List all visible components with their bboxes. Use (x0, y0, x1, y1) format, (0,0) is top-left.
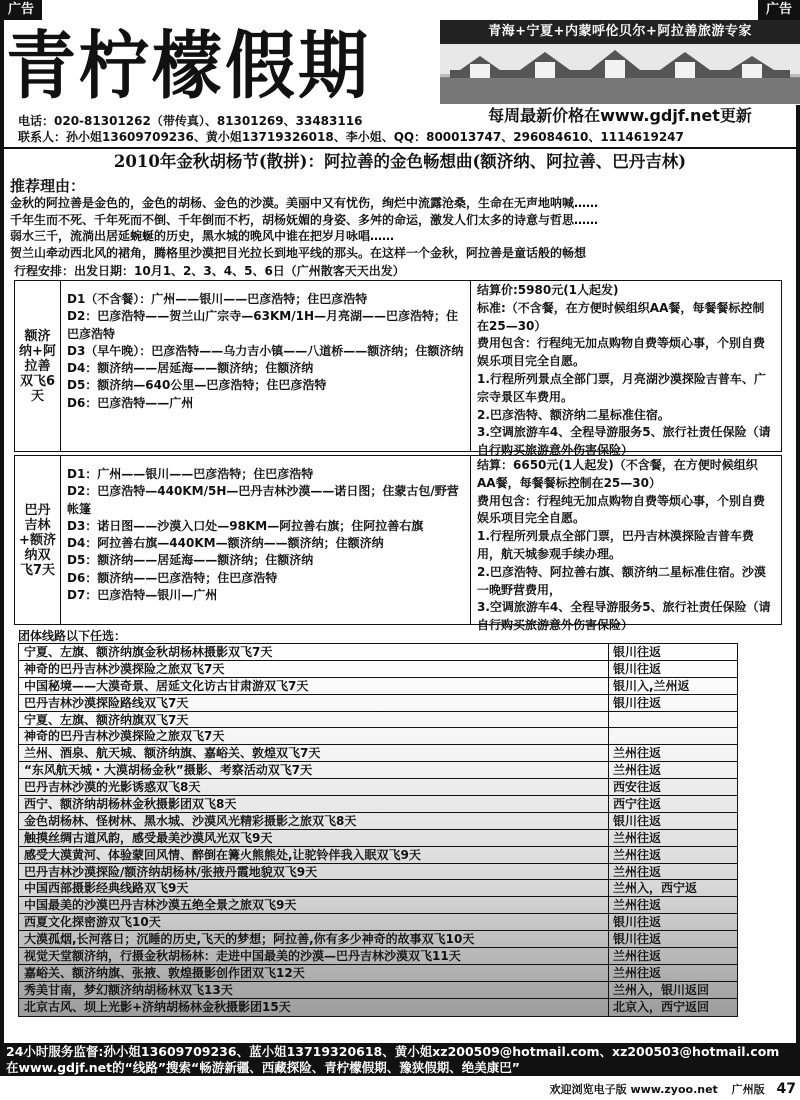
table-row (19, 813, 737, 830)
detail-line: 结算价:5980元(1人起发) (477, 283, 619, 297)
route-city: 兰州往返 (613, 898, 662, 913)
route-name: 神奇的巴丹吉林沙漠探险之旅双飞7天 (19, 728, 609, 744)
phone-numbers: 电话：020-81301262（带传真）、81301269、33483116 (18, 114, 363, 128)
table-row (19, 745, 737, 762)
route-city: 兰州往返 (613, 965, 662, 980)
table-row (19, 830, 737, 847)
route-city: 西安往返 (613, 780, 662, 795)
itinerary-day: D4：阿拉善右旗—440KM—额济纳——额济纳；住额济纳 (67, 536, 384, 551)
table-row (19, 678, 737, 695)
route-name: 宁夏、左旗、额济纳旗金秋胡杨林摄影双飞7天 (19, 644, 609, 660)
detail-line: 费用包含：行程纯无加点购物自费等烦心事，个别自费娱乐项目完全自愿。 (477, 336, 766, 369)
route-name: 巴丹吉林沙漠探险/额济纳胡杨林/张掖丹霞地貌双飞9天 (19, 864, 609, 880)
banner-slogan: 青海+宁夏+内蒙呼伦贝尔+阿拉善旅游专家 (440, 20, 800, 44)
table-row (19, 914, 737, 931)
route-city: 兰州往返 (613, 847, 662, 862)
table-row (19, 999, 737, 1016)
detail-line: 3.空调旅游车4、全程导游服务5、旅行社责任保险（请自行购买旅游意外伤害保险） (477, 600, 771, 633)
itinerary-day: D2：巴彦浩特——贺兰山广宗寺—63KM/1H—月亮湖——巴彦浩特；住巴彦浩特 (67, 309, 459, 341)
weekly-price-note: 每周最新价格在www.gdjf.net更新 (488, 106, 752, 125)
divider (0, 147, 800, 149)
recommend-line: 弱水三千，流淌出居延蜿蜒的历史，黑水城的晚风中谁在把岁月咏唱…… (10, 229, 395, 243)
detail-line: 3.空调旅游车4、全程导游服务5、旅行社责任保险（请自行购买旅游意外伤害保险） (477, 425, 771, 458)
detail-line: 1.行程所列景点全部门票，月亮湖沙漠探险吉普车、广宗寺景区车费用。 (477, 371, 766, 404)
price-details (471, 281, 781, 458)
route-name: 中国最美的沙漠巴丹吉林沙漠五绝全景之旅双飞9天 (19, 897, 609, 913)
detail-line: 费用包含：行程纯无加点购物自费等烦心事，个别自费娱乐项目完全自愿。 (477, 493, 766, 526)
page-info (520, 1081, 796, 1098)
website-search-hint: 在www.gdjf.net的“线路”搜索“畅游新疆、西藏探险、青柠檬假期、豫狭假期、绝美康巴” (6, 1060, 520, 1075)
table-row (19, 948, 737, 965)
service-supervision: 24小时服务监督:孙小姐13609709236、蓝小姐13719320618、黄小姐xz200509@hotmail.com、xz200503@hotmail.com (6, 1044, 780, 1059)
itinerary-day: D4：额济纳——居延海——额济纳；住额济纳 (67, 361, 314, 376)
tour-block (14, 455, 782, 633)
table-row (19, 880, 737, 897)
route-city: 银川往返 (613, 813, 662, 828)
table-row (19, 695, 737, 712)
route-name: 秀美甘南，梦幻额济纳胡杨林双飞13天 (19, 982, 609, 998)
table-row (19, 661, 737, 678)
detail-line: 2.巴彦浩特、额济纳二星标准住宿。 (477, 407, 670, 422)
edition-label: 广州版 (731, 1083, 765, 1096)
recommend-text (10, 195, 796, 261)
table-row (19, 982, 737, 999)
route-city: 兰州入，西宁返 (613, 881, 698, 896)
ad-tag-left: 广告 (0, 0, 42, 20)
route-name: 巴丹吉林沙漠探险路线双飞7天 (19, 695, 609, 711)
table-row (19, 728, 737, 745)
route-city: 银川往返 (613, 661, 662, 676)
ad-tag-right: 广告 (758, 0, 800, 20)
route-name: 金色胡杨林、怪树林、黑水城、沙漠风光精彩摄影之旅双飞8天 (19, 813, 609, 829)
table-row (19, 779, 737, 796)
group-routes-heading: 团体线路以下任选： (18, 629, 127, 643)
route-city: 银川往返 (613, 645, 662, 659)
route-name: 嘉峪关、额济纳旗、张掖、敦煌摄影创作团双飞12天 (19, 965, 609, 981)
route-city: 兰州往返 (613, 864, 662, 879)
itinerary-day: D1：广州——银川——巴彦浩特；住巴彦浩特 (67, 467, 314, 481)
recommend-line: 千年生而不死、千年死而不倒、千年倒而不朽，胡杨妩媚的身姿、多舛的命运，激发人们太多的诗意与哲思…… (10, 212, 599, 227)
tour-name: 巴丹吉林+额济纳双飞7天 (15, 456, 61, 624)
itinerary-day: D3：诺日图——沙漠入口处—98KM—阿拉善右旗；住阿拉善右旗 (67, 518, 424, 533)
route-name: 兰州、酒泉、航天城、额济纳旗、嘉峪关、敦煌双飞7天 (19, 745, 609, 761)
route-name: 视觉天堂额济纳，行摄金秋胡杨林：走进中国最美的沙漠—巴丹吉林沙漠双飞11天 (19, 948, 609, 964)
route-city: 兰州往返 (613, 830, 662, 845)
route-name: 巴丹吉林沙漠的光影诱惑双飞8天 (19, 779, 609, 795)
table-row (19, 762, 737, 779)
route-city (609, 728, 737, 744)
recommend-heading: 推荐理由： (10, 177, 86, 195)
route-name: 大漠孤烟,长河落日；沉睡的历史,飞天的梦想；阿拉善,你有多少神奇的故事双飞10天 (19, 931, 609, 947)
route-city: 银川往返 (613, 695, 662, 710)
contact-persons: 联系人：孙小姐13609709236、黄小姐13719326018、李小姐、QQ：800013747、296084610、1114619247 (18, 130, 684, 144)
tour-block (14, 280, 782, 458)
itinerary-day: D7：巴彦浩特—银川—广州 (67, 588, 218, 603)
table-row (19, 965, 737, 982)
route-name: 北京古风、坝上光影+济纳胡杨林金秋摄影团15天 (19, 999, 609, 1016)
recommend-line: 金秋的阿拉善是金色的，金色的胡杨、金色的沙漠。美丽中又有忧伤，绚烂中流露沧桑，生命在无声地呐喊…… (10, 196, 599, 210)
route-name: 宁夏、左旗、额济纳旗双飞7天 (19, 712, 609, 728)
detail-line: 1.行程所列景点全部门票，巴丹吉林漠探险吉普车费用，航天城参观手续办理。 (477, 529, 754, 561)
group-routes-table (18, 643, 738, 1017)
detail-line: 2.巴彦浩特、阿拉善右旗、额济纳二星标准住宿。沙漠一晚野营费用， (477, 564, 766, 597)
table-row (19, 796, 737, 813)
recommend-line: 贺兰山牵动西北风的裙角，腾格里沙漠把目光拉长到地平线的那头。在这样一个金秋，阿拉善是童话般的畅想 (10, 245, 587, 260)
route-city: 银川入,兰州返 (613, 678, 690, 693)
route-name: 西宁、额济纳胡杨林金秋摄影团双飞8天 (19, 796, 609, 812)
price-details (471, 456, 781, 633)
route-city: 兰州入，银川返回 (613, 982, 710, 997)
itinerary-day: D6：巴彦浩特——广州 (67, 395, 194, 410)
table-row (19, 712, 737, 729)
itinerary-day: D6：额济纳——巴彦浩特；住巴彦浩特 (67, 570, 278, 585)
route-name: 中国西部摄影经典线路双飞9天 (19, 880, 609, 896)
route-city: 兰州往返 (613, 763, 662, 778)
route-city: 西宁往返 (613, 797, 662, 812)
itinerary-day: D5：额济纳—640公里—巴彦浩特；住巴彦浩特 (67, 378, 327, 393)
itinerary (61, 456, 471, 624)
route-name: 神奇的巴丹吉林沙漠探险之旅双飞7天 (19, 661, 609, 677)
route-name: 西夏文化探密游双飞10天 (19, 914, 609, 930)
table-row (19, 847, 737, 864)
detail-line: 标准:（不含餐，在方便时候组织AA餐，每餐餐标控制在25—30） (477, 300, 765, 333)
itinerary (61, 281, 471, 451)
table-row (19, 931, 737, 948)
footer-bar (0, 1043, 800, 1076)
browse-note: 欢迎浏览电子版 www.zyoo.net (549, 1083, 718, 1096)
brand-logo: 青柠檬假期 (6, 22, 371, 110)
route-city: 银川往返 (613, 932, 662, 947)
route-name: 感受大漠黄河、体验蒙回风情、醉倒在篝火熊熊处,让驼铃伴我入眠双飞9天 (19, 847, 609, 863)
schedule-note: 行程安排：出发日期：10月1、2、3、4、5、6日（广州散客天天出发） (14, 262, 405, 281)
route-name: “东风航天城・大漠胡杨金秋”摄影、考察活动双飞7天 (19, 762, 609, 778)
temple-photo (440, 44, 800, 104)
itinerary-day: D5：额济纳——居延海——额济纳；住额济纳 (67, 553, 314, 568)
page-title: 2010年金秋胡杨节(散拼)：阿拉善的金色畅想曲(额济纳、阿拉善、巴丹吉林) (113, 152, 687, 171)
route-city (609, 712, 737, 728)
route-city: 兰州往返 (613, 949, 662, 964)
route-city: 北京入，西宁返回 (613, 999, 710, 1014)
route-city: 兰州往返 (613, 746, 662, 761)
route-name: 触摸丝绸古道风韵，感受最美沙漠风光双飞9天 (19, 830, 609, 846)
table-row (19, 644, 737, 661)
route-name: 中国秘境——大漠奇景、居延文化访古甘肃游双飞7天 (19, 678, 609, 694)
route-city: 银川往返 (613, 915, 662, 930)
right-edge-bar (796, 105, 800, 1043)
itinerary-day: D3（早午晚）：巴彦浩特——乌力吉小镇——八道桥——额济纳；住额济纳 (67, 343, 464, 358)
page-number: 47 (776, 1081, 796, 1097)
table-row (19, 864, 737, 881)
tour-name: 额济纳+阿拉善双飞6天 (15, 281, 61, 451)
itinerary-day: D1（不含餐）：广州——银川——巴彦浩特；住巴彦浩特 (67, 292, 368, 306)
itinerary-day: D2：巴彦浩特—440KM/5H—巴丹吉林沙漠——诺日图；住蒙古包/野营帐篷 (67, 484, 459, 516)
table-row (19, 897, 737, 914)
detail-line: 结算：6650元(1人起发)（不含餐，在方便时候组织AA餐，每餐餐标控制在25—30） (477, 458, 758, 490)
